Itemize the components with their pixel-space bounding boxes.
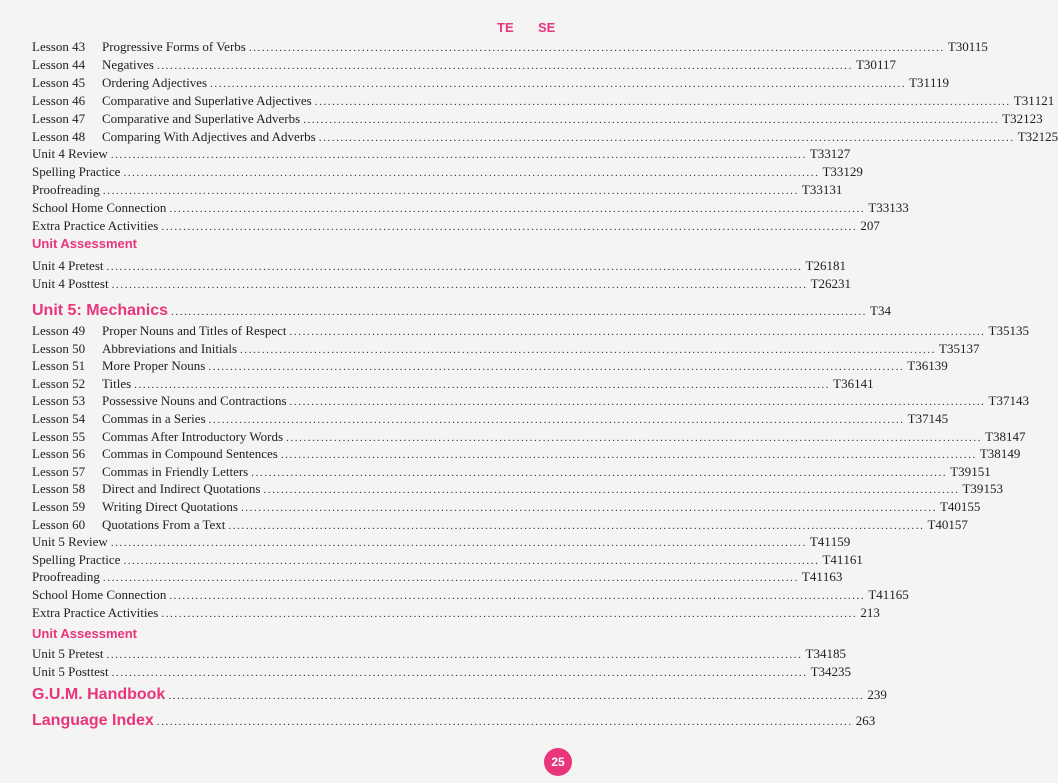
toc-entry-label [32, 375, 131, 393]
te-page: T30 [855, 56, 877, 72]
te-page: T37 [988, 393, 1010, 409]
dot-leader: ................................................................................................................................................................ [286, 431, 983, 444]
se-page: 117 [876, 56, 896, 72]
entry-title: Negatives [102, 56, 154, 72]
toc-row [32, 533, 851, 551]
lesson-number: Lesson 47 [32, 110, 86, 126]
entry-title: Quotations From a Text [102, 516, 226, 532]
toc-entry-label [32, 275, 109, 293]
te-page: T31 [909, 74, 931, 90]
language-index-title: Language Index [32, 712, 154, 729]
toc-row [32, 181, 843, 199]
te-page: T40 [939, 499, 961, 514]
te-page: T32 [1017, 128, 1039, 144]
toc-row [32, 74, 950, 92]
entry-title: Unit 4 Review [32, 146, 108, 162]
lesson-number: Lesson 50 [32, 340, 86, 356]
lesson-number: Lesson 53 [32, 393, 86, 409]
entry-title: Spelling Practice [32, 164, 121, 180]
se-page: 119 [930, 74, 950, 90]
toc-row [32, 445, 1021, 463]
toc-entry-label [32, 322, 287, 340]
toc-entry-label [32, 428, 283, 446]
entry-title: Writing Direct Quotations [102, 499, 238, 514]
toc-row [32, 322, 1029, 340]
se-page: 127 [830, 146, 851, 162]
toc-entry-label [32, 74, 207, 92]
te-page: T26 [805, 258, 827, 273]
se-page: 145 [928, 411, 949, 426]
toc-entry-label [32, 110, 300, 128]
toc-row [32, 516, 968, 534]
toc-entry-label [32, 445, 278, 463]
se-page: 139 [928, 358, 948, 374]
dot-leader: ................................................................................................................................................................ [102, 572, 799, 585]
te-page: T33 [822, 164, 844, 180]
lesson-number: Lesson 58 [32, 481, 86, 497]
toc-row [32, 392, 1029, 410]
dot-leader: ................................................................................................................................................................ [289, 326, 986, 338]
dot-leader: ................................................................................................................................................................ [303, 113, 1000, 126]
toc-row [32, 604, 880, 622]
lesson-number: Lesson 48 [32, 128, 86, 144]
entry-title: Extra Practice Activities [32, 604, 159, 620]
entry-title: Spelling Practice [32, 551, 121, 567]
lesson-number: Lesson 57 [32, 463, 86, 479]
lesson-number: Lesson 59 [32, 499, 86, 514]
toc-entry-label [32, 533, 108, 551]
se-page: 143 [1009, 393, 1029, 409]
dot-leader: ................................................................................................................................................................ [111, 279, 808, 291]
unit4-assessment-heading: Unit Assessment [32, 236, 137, 251]
entry-title: Commas in Compound Sentences [102, 446, 278, 462]
entry-title: Unit 5 Posttest [32, 664, 109, 679]
toc-entry-label [32, 128, 316, 146]
te-page: T34 [810, 664, 832, 679]
se-page: 121 [1034, 92, 1055, 108]
te-page: T40 [927, 516, 949, 532]
se-page: 263 [855, 713, 876, 728]
toc-entry-label [32, 257, 104, 275]
toc-row [32, 480, 1003, 498]
toc-entry-label [32, 663, 109, 681]
dot-leader: ................................................................................................................................................................ [240, 502, 937, 514]
toc-row [32, 428, 1026, 446]
toc-row [32, 568, 843, 586]
toc-row [32, 145, 851, 163]
dot-leader: ................................................................................................................................................................ [280, 449, 977, 462]
dot-leader: ................................................................................................................................................................ [123, 167, 820, 180]
toc-entry-label [32, 498, 238, 516]
te-page: T38 [985, 428, 1007, 444]
se-page: 159 [830, 534, 851, 550]
dot-leader: ................................................................................................................................................................ [106, 649, 803, 661]
lesson-number: Lesson 52 [32, 375, 86, 391]
entry-title: Progressive Forms of Verbs [102, 39, 246, 54]
unit5-title: Unit 5: Mechanics [32, 302, 169, 319]
toc-row [32, 663, 852, 681]
dot-leader: ................................................................................................................................................................ [314, 95, 1011, 108]
dot-leader: ................................................................................................................................................................ [106, 261, 803, 273]
te-page: T41 [801, 569, 823, 585]
toc-entry-label [32, 645, 104, 663]
toc-entry-label [32, 145, 108, 163]
se-page: 147 [1006, 428, 1026, 444]
entry-title: Proper Nouns and Titles of Respect [102, 323, 287, 338]
dot-leader: ................................................................................................................................................................ [251, 466, 948, 479]
lesson-number: Lesson 55 [32, 428, 86, 444]
entry-title: Extra Practice Activities [32, 218, 159, 233]
se-page: 137 [959, 340, 980, 356]
toc-entry-label [32, 551, 120, 569]
toc-row [32, 163, 863, 181]
se-page: 157 [948, 516, 968, 532]
entry-title: Possessive Nouns and Contractions [102, 393, 287, 409]
toc-row [32, 217, 880, 235]
te-page: T33 [801, 182, 823, 198]
te-page: T26 [810, 276, 832, 291]
toc-row [32, 38, 988, 56]
toc-entry-label [32, 340, 237, 358]
lesson-number: Lesson 49 [32, 323, 86, 338]
toc-entry-label [32, 217, 158, 235]
lesson-number: Lesson 46 [32, 92, 86, 108]
toc-row [32, 110, 1043, 128]
entry-title: Unit 4 Pretest [32, 258, 104, 273]
se-page: 213 [860, 604, 880, 620]
se-page: 163 [822, 569, 843, 585]
lesson-number: Lesson 56 [32, 446, 86, 462]
se-page: 235 [831, 664, 852, 679]
dot-leader: ................................................................................................................................................................ [110, 537, 807, 550]
entry-title: Commas in Friendly Letters [102, 463, 249, 479]
se-page: 149 [1000, 446, 1021, 462]
dot-leader: ................................................................................................................................................................ [161, 221, 858, 233]
te-page: T34 [805, 646, 827, 661]
toc-entry-label [32, 410, 206, 428]
te-page: T32 [1002, 110, 1024, 126]
dot-leader: ................................................................................................................................................................ [111, 667, 808, 679]
toc-row [32, 645, 846, 663]
te-page: T33 [809, 146, 831, 162]
entry-title: Unit 5 Review [32, 534, 108, 550]
se-page: 207 [860, 218, 880, 233]
te-page: T39 [962, 481, 984, 497]
page-number-badge: 25 [544, 748, 572, 776]
entry-title: Unit 5 Pretest [32, 646, 104, 661]
se-page: 131 [822, 182, 843, 198]
dot-leader: ................................................................................................................................................................ [289, 396, 986, 409]
se-page: 231 [831, 276, 852, 291]
toc-entry-label [32, 463, 248, 481]
entry-title: Proofreading [32, 182, 100, 198]
entry-title: Comparative and Superlative Adverbs [102, 110, 301, 126]
entry-title: School Home Connection [32, 200, 167, 216]
lesson-number: Lesson 43 [32, 39, 86, 54]
toc-entry-label [32, 163, 120, 181]
te-page: T41 [822, 551, 844, 567]
toc-entry-label [32, 92, 312, 110]
toc-entry-label [32, 604, 158, 622]
te-page: T34 [870, 303, 891, 318]
te-page: T31 [1013, 92, 1035, 108]
te-page: T35 [939, 340, 960, 356]
entry-title: Ordering Adjectives [102, 74, 208, 90]
unit5-heading-row [32, 300, 891, 322]
se-page: 135 [1009, 323, 1029, 338]
dot-leader: ................................................................................................................................................................ [134, 378, 831, 391]
dot-leader: ................................................................................................................................................................ [156, 716, 853, 728]
te-page: T36 [907, 358, 929, 374]
toc-row [32, 56, 896, 74]
te-page: T39 [950, 463, 972, 479]
dot-leader: ................................................................................................................................................................ [102, 185, 799, 198]
toc-entry-label [32, 586, 166, 604]
dot-leader: ................................................................................................................................................................ [171, 306, 868, 318]
te-page: T30 [947, 39, 969, 54]
te-page: T41 [868, 587, 890, 602]
se-page: 141 [854, 375, 874, 391]
dot-leader: ................................................................................................................................................................ [248, 42, 945, 54]
toc-entry-label [32, 568, 100, 586]
se-page: 155 [960, 499, 981, 514]
toc-entry-label [32, 357, 205, 375]
te-column-header: TE [497, 20, 514, 35]
te-page: T37 [907, 411, 929, 426]
se-page: 133 [889, 200, 909, 216]
entry-title: Titles [102, 375, 132, 391]
toc-entry-label [32, 181, 100, 199]
lesson-number: Lesson 44 [32, 56, 86, 72]
toc-row [32, 340, 980, 358]
toc-row [32, 498, 981, 516]
dot-leader: ................................................................................................................................................................ [123, 554, 820, 567]
toc-row [32, 586, 909, 604]
toc-row [32, 257, 846, 275]
te-page: T35 [988, 323, 1010, 338]
dot-leader: ................................................................................................................................................................ [168, 690, 865, 702]
se-page: 181 [826, 258, 846, 273]
se-page: 125 [1038, 128, 1058, 144]
te-page: T38 [979, 446, 1001, 462]
toc-row [32, 128, 1058, 146]
toc-row [32, 463, 991, 481]
se-page: 185 [826, 646, 846, 661]
lesson-number: Lesson 45 [32, 74, 86, 90]
se-page: 161 [843, 551, 863, 567]
dot-leader: ................................................................................................................................................................ [228, 519, 925, 532]
entry-title: Commas in a Series [102, 411, 206, 426]
se-page: 115 [968, 39, 988, 54]
se-page: 153 [983, 481, 1003, 497]
entry-title: Unit 4 Posttest [32, 276, 109, 291]
dot-leader: ................................................................................................................................................................ [210, 77, 907, 90]
se-page: 239 [867, 687, 887, 702]
lesson-number: Lesson 54 [32, 411, 86, 426]
toc-row [32, 199, 909, 217]
dot-leader: ................................................................................................................................................................ [208, 361, 905, 374]
dot-leader: ................................................................................................................................................................ [169, 590, 866, 602]
toc-row [32, 375, 874, 393]
toc-entry-label [32, 56, 154, 74]
toc-entry-label [32, 480, 260, 498]
dot-leader: ................................................................................................................................................................ [156, 59, 853, 72]
se-page: 165 [889, 587, 909, 602]
toc-entry-label [32, 38, 246, 56]
te-page: T33 [868, 200, 890, 216]
unit5-assessment-heading: Unit Assessment [32, 626, 137, 641]
toc-row [32, 275, 852, 293]
entry-title: Comparing With Adjectives and Adverbs [102, 128, 316, 144]
dot-leader: ................................................................................................................................................................ [208, 414, 905, 426]
dot-leader: ................................................................................................................................................................ [110, 149, 807, 162]
toc-entry-label [32, 516, 225, 534]
handbook-title: G.U.M. Handbook [32, 686, 166, 703]
dot-leader: ................................................................................................................................................................ [240, 343, 937, 356]
toc-row [32, 410, 949, 428]
entry-title: Abbreviations and Initials [102, 340, 238, 356]
se-page: 123 [1023, 110, 1043, 126]
dot-leader: ................................................................................................................................................................ [161, 607, 858, 620]
toc-entry-label [32, 392, 287, 410]
lesson-number: Lesson 60 [32, 516, 86, 532]
entry-title: More Proper Nouns [102, 358, 206, 374]
lesson-number: Lesson 51 [32, 358, 86, 374]
se-page: 129 [843, 164, 863, 180]
entry-title: Commas After Introductory Words [102, 428, 284, 444]
entry-title: Proofreading [32, 569, 100, 585]
toc-row [32, 551, 863, 569]
entry-title: Comparative and Superlative Adjectives [102, 92, 312, 108]
dot-leader: ................................................................................................................................................................ [263, 484, 960, 497]
se-column-header: SE [538, 20, 556, 35]
se-page: 151 [971, 463, 991, 479]
handbook-row [32, 684, 887, 706]
toc-entry-label [32, 199, 166, 217]
toc-row [32, 357, 948, 375]
entry-title: Direct and Indirect Quotations [102, 481, 261, 497]
dot-leader: ................................................................................................................................................................ [318, 131, 1015, 144]
dot-leader: ................................................................................................................................................................ [169, 203, 866, 216]
language-index-row [32, 710, 876, 732]
entry-title: School Home Connection [32, 587, 167, 602]
te-page: T36 [833, 375, 855, 391]
toc-row [32, 92, 1055, 110]
te-page: T41 [809, 534, 831, 550]
